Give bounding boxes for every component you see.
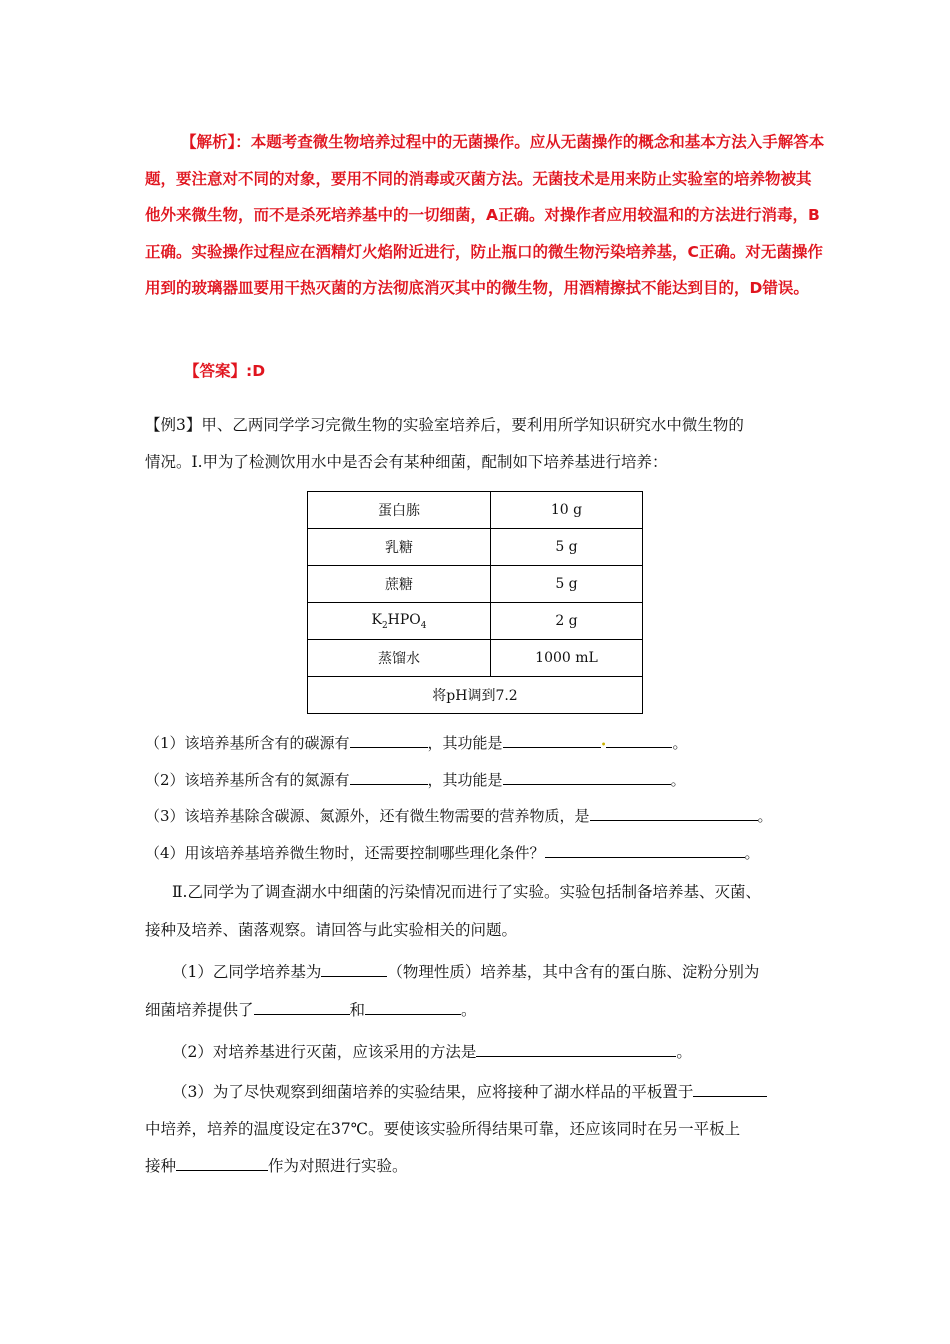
analysis-paragraph: [145, 124, 825, 307]
question-2-1: （1）乙同学培养基为 （物理性质）培养基，其中含有的蛋白胨、淀粉分别为: [172, 963, 760, 981]
answer-label: 【答案】: [184, 362, 247, 380]
answer-blank[interactable]: [693, 1082, 767, 1097]
example-intro-line2: 情况。Ⅰ.甲为了检测饮用水中是否会有某种细菌，配制如下培养基进行培养：: [145, 453, 668, 471]
question-1-3: （3）该培养基除含碳源、氮源外，还有微生物需要的营养物质，是 。: [145, 807, 773, 825]
table-cell-amount: 5 g: [491, 566, 643, 603]
table-cell-name: 蒸馏水: [308, 640, 491, 677]
analysis-text: ：本题考查微生物培养过程中的无菌操作。应从无菌操作的概念和基本方法入手解答本题，要注意对不同的对象，要用不同的消毒或灭菌方法。无菌技术是用来防止实验室的培养物被其他外来微生物，而不是杀死培养基中的一切细菌，A正确。对操作者应用较温和的方法进行消毒，B正确。实验操作过程应在酒精灯火焰附近进行，防止瓶口的微生物污染培养基，C正确。对无菌操作用到的玻璃器皿要用干热灭菌的方法彻底消灭其中的微生物，用酒精擦拭不能达到目的，D错误。: [145, 133, 825, 298]
answer-blank[interactable]: [254, 1000, 350, 1015]
question-1-2: （2）该培养基所含有的氮源有 ，其功能是 。: [145, 771, 686, 789]
table-footer-cell: 将pH调到7.2: [308, 677, 643, 714]
table-cell-name: $K_2HPO_4$: [308, 603, 491, 640]
answer-blank[interactable]: [365, 1000, 461, 1015]
table-row: [308, 566, 643, 603]
example-intro: [145, 407, 825, 481]
question-2-2: （2）对培养基进行灭菌，应该采用的方法是 。: [172, 1043, 692, 1061]
table-cell-amount: 1000 mL: [491, 640, 643, 677]
part2-intro-line2: 接种及培养、菌落观察。请回答与此实验相关的问题。: [145, 921, 518, 939]
question-2-3: （3）为了尽快观察到细菌培养的实验结果，应将接种了湖水样品的平板置于: [172, 1080, 767, 1102]
question-2-3-line2: 中培养，培养的温度设定在37℃。要使该实验所得结果可靠，还应该同时在另一平板上: [145, 1120, 741, 1138]
answer-blank[interactable]: [590, 806, 758, 821]
table-row: [308, 603, 643, 640]
table-row: [308, 640, 643, 677]
table-row: [308, 677, 643, 714]
question-1-1: （1）该培养基所含有的碳源有 ，其功能是 • 。: [145, 734, 688, 752]
table-cell-name: 蛋白胨: [308, 492, 491, 529]
answer-value: :D: [246, 362, 266, 380]
answer-blank[interactable]: [476, 1042, 676, 1057]
answer-blank[interactable]: [350, 770, 428, 785]
table-cell-amount: 5 g: [491, 529, 643, 566]
answer-blank[interactable]: [176, 1156, 268, 1171]
answer-blank[interactable]: [606, 733, 672, 748]
table-cell-name: 乳糖: [308, 529, 491, 566]
answer-blank[interactable]: [545, 843, 745, 858]
question-2-3-line3: 接种 作为对照进行实验。: [145, 1157, 408, 1175]
example-intro-line1: 【例3】甲、乙两同学学习完微生物的实验室培养后，要利用所学知识研究水中微生物的: [145, 416, 744, 434]
analysis-label: 【解析】: [181, 133, 236, 151]
answer-line: [184, 353, 864, 390]
question-2-1-line2: 细菌培养提供了 和 。: [145, 1001, 477, 1019]
medium-table: [307, 491, 643, 714]
table-row: [308, 529, 643, 566]
table-cell-amount: 2 g: [491, 603, 643, 640]
question-1-4: （4）用该培养基培养微生物时，还需要控制哪些理化条件？ 。: [145, 844, 760, 862]
table-cell-name: 蔗糖: [308, 566, 491, 603]
answer-blank[interactable]: [350, 733, 428, 748]
part2-intro-line1: Ⅱ.乙同学为了调查湖水中细菌的污染情况而进行了实验。实验包括制备培养基、灭菌、: [172, 883, 761, 901]
answer-blank[interactable]: [503, 733, 601, 748]
table-cell-amount: 10 g: [491, 492, 643, 529]
answer-blank[interactable]: [321, 962, 387, 977]
answer-blank[interactable]: [503, 770, 671, 785]
table-row: [308, 492, 643, 529]
